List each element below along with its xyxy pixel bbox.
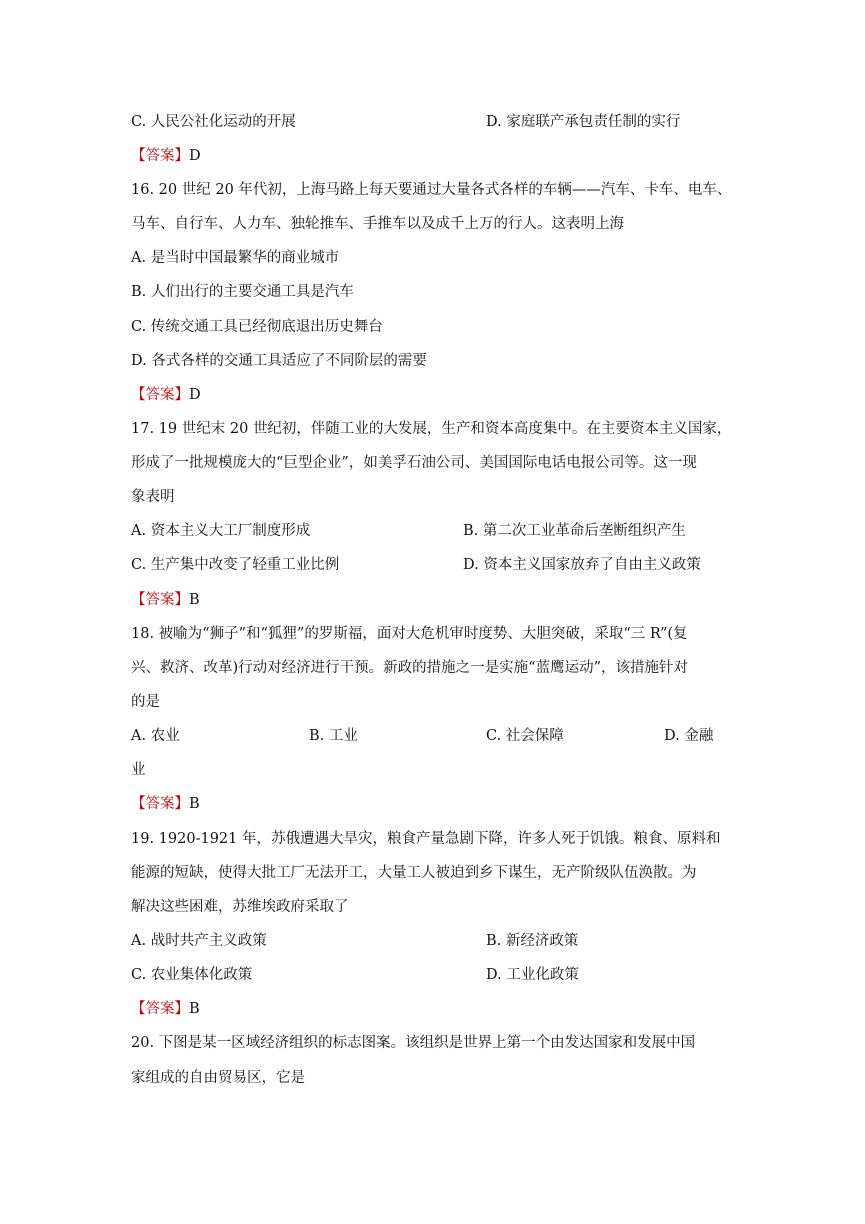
q18-stem-line-1: 18. 被喻为“狮子”和“狐狸”的罗斯福，面对大危机审时度势、大胆突破，采取“三 R”(复: [131, 626, 688, 642]
answer-tag: 【答案】: [131, 796, 189, 812]
q19-option-b: B. 新经济政策: [486, 933, 579, 949]
q17-stem-line-1: 17. 19 世纪末 20 世纪初，伴随工业的大发展，生产和资本高度集中。在主要资本主义国家，: [131, 421, 732, 437]
answer-value: B: [189, 796, 200, 812]
q17-option-c: C. 生产集中改变了轻重工业比例: [131, 557, 340, 573]
q16-option-c: C. 传统交通工具已经彻底退出历史舞台: [131, 319, 383, 335]
q20-stem-line-1: 20. 下图是某一区域经济组织的标志图案。该组织是世界上第一个由发达国家和发展中国: [131, 1035, 696, 1051]
q16-option-d: D. 各式各样的交通工具适应了不同阶层的需要: [131, 353, 427, 369]
q16-stem-line-2: 马车、自行车、人力车、独轮推车、手推车以及成千上万的行人。这表明上海: [131, 216, 624, 232]
answer-value: D: [189, 148, 201, 164]
q17-option-d: D. 资本主义国家放弃了自由主义政策: [463, 557, 701, 573]
q16-stem-line-1: 16. 20 世纪 20 年代初，上海马路上每天要通过大量各式各样的车辆——汽车、卡车、电车、: [131, 182, 732, 198]
q18-stem-line-3: 的是: [131, 694, 160, 710]
q18-option-a: A. 农业: [131, 728, 180, 744]
q19-stem-line-1: 19. 1920-1921 年，苏俄遭遇大旱灾，粮食产量急剧下降，许多人死于饥饿。粮食、原料和: [131, 831, 721, 847]
q16-option-a: A. 是当时中国最繁华的商业城市: [131, 250, 340, 266]
q17-stem-line-3: 象表明: [131, 489, 175, 505]
q17-stem-line-2: 形成了一批规模庞大的“巨型企业”，如美孚石油公司、美国国际电话电报公司等。这一现: [131, 455, 697, 471]
q16-answer: [131, 385, 201, 405]
q16-option-b: B. 人们出行的主要交通工具是汽车: [131, 284, 354, 300]
q15-option-c: C. 人民公社化运动的开展: [131, 114, 296, 130]
q19-option-c: C. 农业集体化政策: [131, 967, 253, 983]
answer-tag: 【答案】: [131, 1001, 189, 1017]
q19-option-a: A. 战时共产主义政策: [131, 933, 267, 949]
q18-option-d: D. 金融: [664, 728, 714, 744]
q19-stem-line-3: 解决这些困难，苏维埃政府采取了: [131, 899, 349, 915]
q19-stem-line-2: 能源的短缺，使得大批工厂无法开工，大量工人被迫到乡下谋生，无产阶级队伍涣散。为: [131, 865, 697, 881]
q15-answer: [131, 146, 201, 166]
q17-answer: [131, 590, 200, 610]
answer-value: B: [189, 592, 200, 608]
q18-answer: [131, 794, 200, 814]
q20-stem-line-2: 家组成的自由贸易区，它是: [131, 1070, 305, 1086]
q18-option-d-wrap: 业: [131, 762, 146, 778]
q17-option-b: B. 第二次工业革命后垄断组织产生: [463, 523, 686, 539]
q19-answer: [131, 999, 200, 1019]
q17-option-a: A. 资本主义大工厂制度形成: [131, 523, 311, 539]
answer-value: B: [189, 1001, 200, 1017]
answer-tag: 【答案】: [131, 387, 189, 403]
answer-tag: 【答案】: [131, 592, 189, 608]
answer-tag: 【答案】: [131, 148, 189, 164]
q19-option-d: D. 工业化政策: [486, 967, 579, 983]
answer-value: D: [189, 387, 201, 403]
q18-option-b: B. 工业: [309, 728, 358, 744]
q15-option-d: D. 家庭联产承包责任制的实行: [486, 114, 681, 130]
q18-stem-line-2: 兴、救济、改革)行动对经济进行干预。新政的措施之一是实施“蓝鹰运动”，该措施针对: [131, 660, 688, 676]
q18-option-c: C. 社会保障: [486, 728, 564, 744]
